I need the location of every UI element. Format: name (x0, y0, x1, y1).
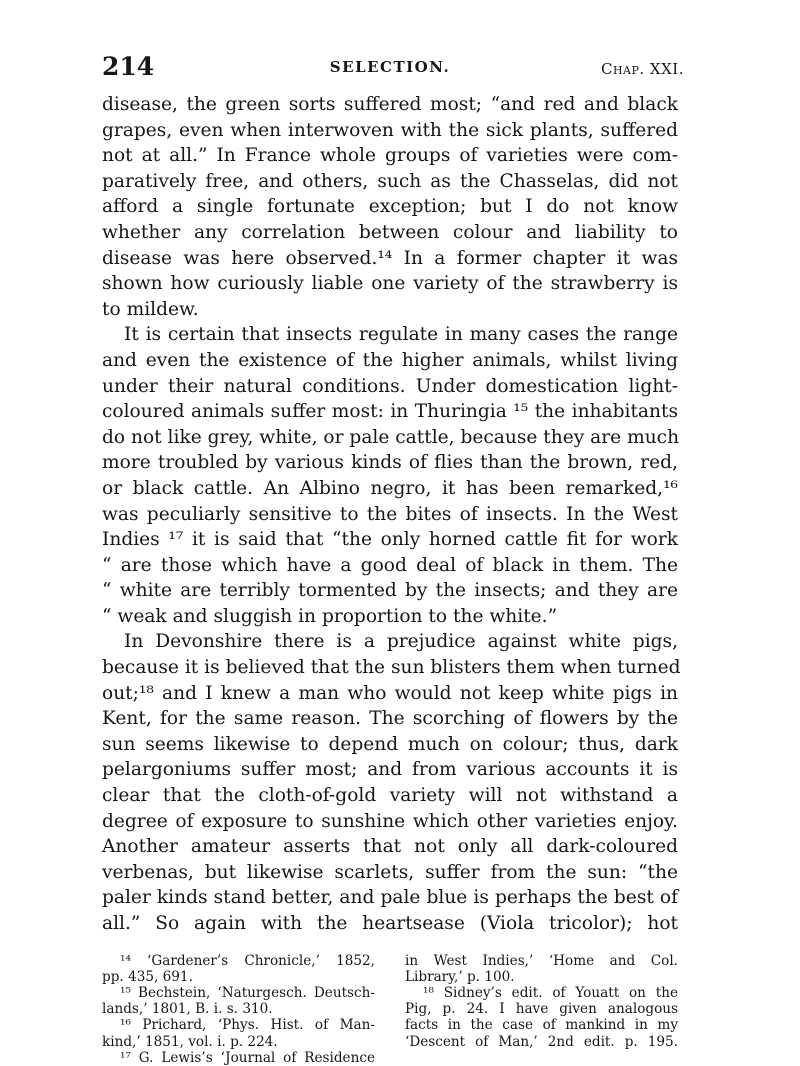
text-line: all.” So again with the heartsease (Viola tricolor); hot (102, 913, 678, 934)
footnote-line: kind,’ 1851, vol. i. p. 224. (102, 1033, 278, 1050)
footnote-line: ¹⁸ Sidney’s edit. of Youatt on the (423, 984, 678, 1001)
text-line: and even the existence of the higher animals, whilst living (102, 349, 678, 371)
text-line: disease was here observed.¹⁴ In a former chapter it was (102, 247, 678, 269)
text-line: Kent, for the same reason. The scorching of flowers by the (102, 708, 678, 730)
footnote-line: lands,’ 1801, B. i. s. 310. (102, 1001, 273, 1018)
text-line: afford a single fortunate exception; but I do not know (102, 196, 678, 218)
footnote-line: ¹⁵ Bechstein, ‘Naturgesch. Deutsch- (120, 984, 375, 1001)
text-line: under their natural conditions. Under domestication light- (102, 375, 678, 397)
page-number: 214 (102, 52, 155, 81)
text-line: clear that the cloth-of-gold variety will not withstand a (102, 785, 678, 807)
footnote-line: ‘Descent of Man,’ 2nd edit. p. 195. (405, 1033, 678, 1050)
footnote-line: Library,’ p. 100. (405, 968, 515, 985)
footnote-line: facts in the case of mankind in my (405, 1017, 678, 1034)
text-line: out;¹⁸ and I knew a man who would not keep white pigs in (102, 682, 678, 704)
text-line: “ white are terribly tormented by the insects; and they are (102, 580, 678, 602)
text-line: coloured animals suffer most: in Thuringia ¹⁵ the inhabitants (102, 401, 678, 423)
text-line: “ weak and sluggish in proportion to the white.” (102, 605, 558, 627)
text-line: paratively free, and others, such as the Chasselas, did not (102, 170, 678, 192)
text-line: In Devonshire there is a prejudice against white pigs, (124, 631, 678, 653)
text-line: or black cattle. An Albino negro, it has been remarked,¹⁶ (102, 477, 678, 499)
text-line: verbenas, but likewise scarlets, suffer from the sun: “the (102, 861, 678, 883)
page-header (102, 52, 684, 86)
footnote-line: Pig, p. 24. I have given analogous (405, 1001, 678, 1018)
footnote-line: ¹⁶ Prichard, ‘Phys. Hist. of Man- (120, 1017, 375, 1034)
text-line: to mildew. (102, 298, 199, 320)
running-title: SELECTION. (329, 58, 451, 76)
chapter-label: Chap. XXI. (600, 60, 684, 78)
footnote-line: in West Indies,’ ‘Home and Col. (405, 952, 678, 969)
text-line: do not like grey, white, or pale cattle, because they are much (102, 426, 680, 448)
body-text (102, 92, 681, 937)
text-line: Another amateur asserts that not only all dark-coloured (102, 836, 678, 858)
text-line: degree of exposure to sunshine which other varieties enjoy. (102, 810, 678, 832)
footnote-line: pp. 435, 691. (102, 968, 193, 985)
text-line: was peculiarly sensitive to the bites of insects. In the West (102, 503, 678, 525)
text-line: because it is believed that the sun blisters them when turned (102, 657, 681, 679)
text-line: more troubled by various kinds of flies than the brown, red, (102, 452, 678, 474)
footnote-line: ¹⁴ ‘Gardener’s Chronicle,’ 1852, (120, 952, 375, 969)
text-line: grapes, even when interwoven with the sick plants, suffered (102, 119, 678, 141)
text-line: paler kinds stand better, and pale blue is perhaps the best of (102, 887, 678, 909)
footnotes (102, 953, 678, 1066)
footnote-line: ¹⁷ G. Lewis’s ‘Journal of Residence (120, 1049, 375, 1066)
text-line: whether any correlation between colour and liability to (102, 221, 678, 243)
text-line: not at all.” In France whole groups of varieties were com- (102, 145, 678, 167)
footnote-gap (102, 937, 678, 947)
footnotes-left-column (102, 953, 393, 1066)
text-line: disease, the green sorts suffered most; “and red and black (102, 94, 678, 115)
text-line: sun seems likewise to depend much on colour; thus, dark (102, 733, 678, 755)
text-line: pelargoniums suffer most; and from various accounts it is (102, 759, 678, 781)
text-line: shown how curiously liable one variety of the strawberry is (102, 273, 678, 295)
footnotes-right-column (393, 953, 678, 1066)
text-line: Indies ¹⁷ it is said that “the only horned cattle fit for work (102, 529, 678, 551)
text-line: “ are those which have a good deal of black in them. The (102, 554, 678, 576)
text-line: It is certain that insects regulate in many cases the range (124, 324, 678, 346)
